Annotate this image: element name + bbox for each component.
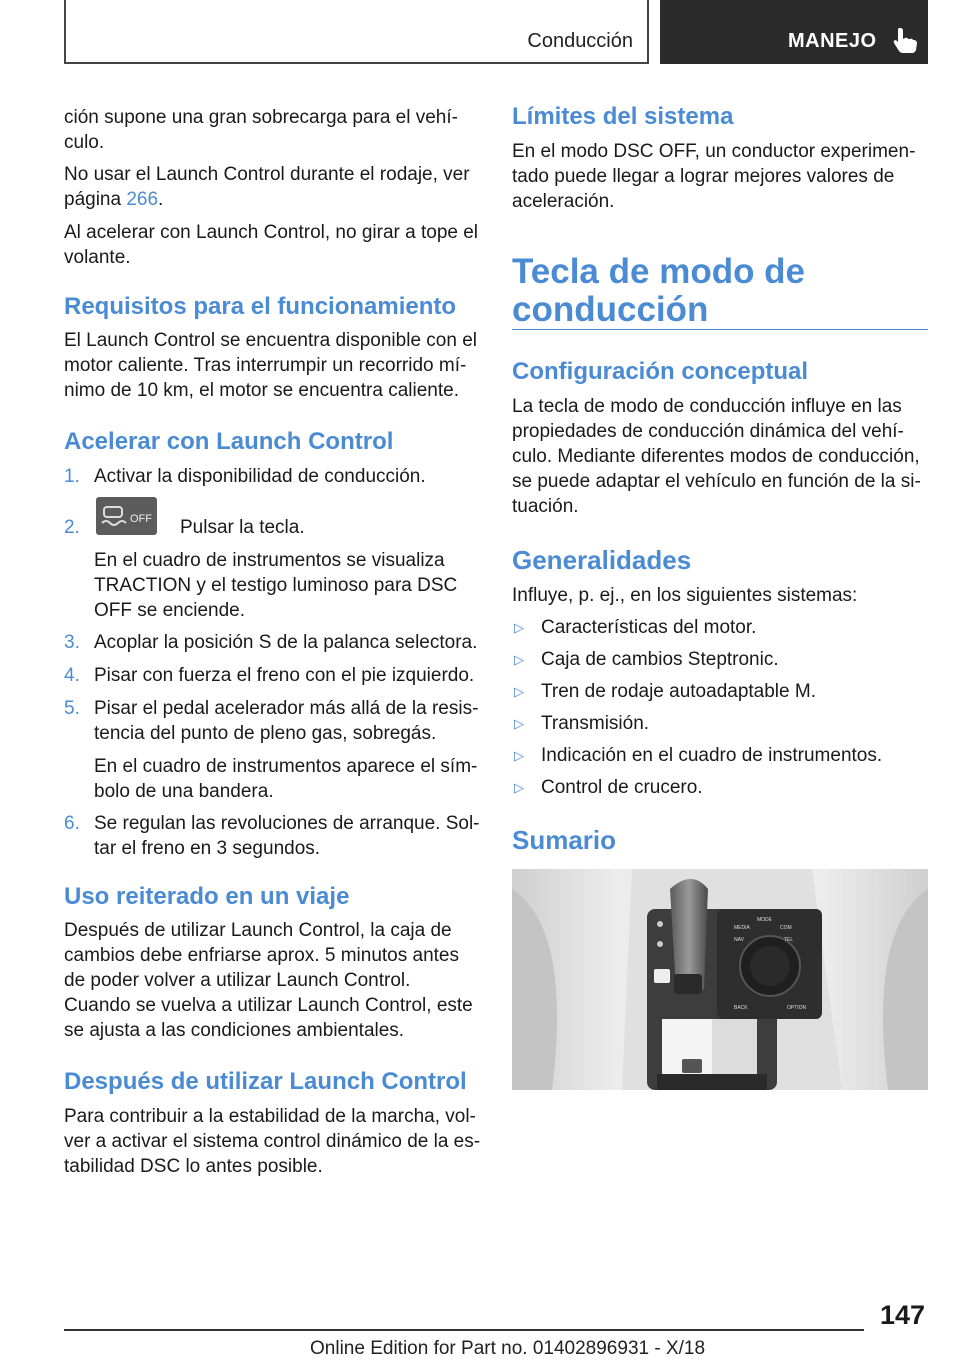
list-item: Caja de cambios Steptronic.	[541, 649, 779, 670]
paragraph-line: se ajusta a las condiciones ambientales.	[64, 1020, 405, 1041]
step-number: 6.	[64, 813, 80, 834]
heading-despues: Después de utilizar Launch Control	[64, 1068, 467, 1095]
step-text: Pulsar la tecla.	[180, 517, 305, 538]
text-span: .	[158, 189, 164, 210]
paragraph-line: La tecla de modo de conducción influye en las	[512, 396, 902, 417]
paragraph-line: ción supone una gran sobrecarga para el vehí‐	[64, 107, 458, 128]
bullet-triangle-icon: ▷	[514, 620, 524, 635]
step-text: En el cuadro de instrumentos se visualiza	[94, 550, 445, 571]
paragraph-line: propiedades de conducción dinámica del vehí‐	[512, 421, 904, 442]
step-text: Activar la disponibilidad de conducción.	[94, 466, 426, 487]
list-item: Características del motor.	[541, 617, 757, 638]
paragraph-line: culo.	[64, 132, 105, 153]
list-item: Tren de rodaje autoadaptable M.	[541, 681, 816, 702]
step-text: Pisar el pedal acelerador más allá de la resis‐	[94, 698, 479, 719]
heading-configuracion: Configuración conceptual	[512, 358, 809, 385]
heading-sumario: Sumario	[512, 825, 617, 855]
paragraph-line: de poder volver a utilizar Launch Control.	[64, 970, 411, 991]
paragraph-line: Al acelerar con Launch Control, no girar a tope el	[64, 222, 479, 243]
step-text: Acoplar la posición S de la palanca selectora.	[94, 632, 478, 653]
photo-label-tel: TEL	[784, 937, 794, 943]
paragraph-line: culo. Mediante diferentes modos de conducción,	[512, 446, 920, 467]
photo-label-media: MEDIA	[734, 925, 750, 931]
dsc-off-button-icon	[96, 497, 157, 535]
step-text: TRACTION y el testigo luminoso para DSC	[94, 575, 458, 596]
paragraph-line: aceleración.	[512, 191, 615, 212]
bullet-triangle-icon: ▷	[514, 684, 524, 699]
photo-label-option: OPTION	[787, 1005, 807, 1011]
header-section-title: Conducción	[527, 30, 633, 52]
photo-label-nav: NAV	[734, 937, 744, 943]
list-item: Indicación en el cuadro de instrumentos.	[541, 745, 883, 766]
header-chapter-box	[660, 0, 928, 64]
list-item: Control de crucero.	[541, 777, 703, 798]
step-text: bolo de una bandera.	[94, 781, 274, 802]
heading-rule	[512, 329, 928, 330]
paragraph-line: No usar el Launch Control durante el rodaje, ver	[64, 164, 470, 185]
paragraph-line: Cuando se vuelva a utilizar Launch Control, este	[64, 995, 473, 1016]
step-text: OFF se enciende.	[94, 600, 246, 621]
chapter-heading-line: Tecla de modo de	[512, 252, 806, 291]
page-number: 147	[880, 1300, 926, 1330]
paragraph-line: El Launch Control se encuentra disponible con el	[64, 330, 477, 351]
paragraph-line: En el modo DSC OFF, un conductor experimen‐	[512, 141, 916, 162]
step-text: Se regulan las revoluciones de arranque. Sol‐	[94, 813, 480, 834]
photo-label-com: COM	[780, 925, 792, 931]
paragraph-line	[64, 187, 163, 212]
header-chapter-title: MANEJO	[788, 30, 877, 52]
bullet-triangle-icon: ▷	[514, 748, 524, 763]
button-off-label: OFF	[130, 513, 152, 525]
step-number: 1.	[64, 466, 80, 487]
chapter-heading-line: conducción	[512, 290, 709, 329]
text-span: página	[64, 189, 127, 210]
center-console-photo	[512, 869, 928, 1090]
page-link[interactable]: 266	[126, 189, 159, 210]
paragraph-line: tuación.	[512, 496, 579, 517]
paragraph-line: cambios debe enfriarse aprox. 5 minutos antes	[64, 945, 459, 966]
heading-uso: Uso reiterado en un viaje	[64, 883, 350, 910]
photo-label-back: BACK	[734, 1005, 748, 1011]
heading-limites: Límites del sistema	[512, 103, 734, 130]
paragraph-line: Influye, p. ej., en los siguientes sistemas:	[512, 585, 858, 606]
step-number: 3.	[64, 632, 80, 653]
step-number: 4.	[64, 665, 80, 686]
list-item: Transmisión.	[541, 713, 650, 734]
bullet-triangle-icon: ▷	[514, 780, 524, 795]
paragraph-line: Para contribuir a la estabilidad de la marcha, vol‐	[64, 1106, 476, 1127]
header-section-box	[64, 0, 649, 64]
bullet-triangle-icon: ▷	[514, 652, 524, 667]
paragraph-line: nimo de 10 km, el motor se encuentra caliente.	[64, 380, 459, 401]
paragraph-line: volante.	[64, 247, 131, 268]
step-text: tar el freno en 3 segundos.	[94, 838, 321, 859]
hand-pointer-icon	[892, 26, 918, 54]
step-text: Pisar con fuerza el freno con el pie izquierdo.	[94, 665, 475, 686]
photo-label-mode: MODE	[757, 917, 772, 923]
step-number: 5.	[64, 698, 80, 719]
heading-generalidades: Generalidades	[512, 545, 692, 575]
heading-acelerar: Acelerar con Launch Control	[64, 428, 394, 455]
paragraph-line: Después de utilizar Launch Control, la caja de	[64, 920, 452, 941]
step-number: 2.	[64, 517, 80, 538]
paragraph-line: tabilidad DSC lo antes posible.	[64, 1156, 323, 1177]
step-text: tencia del punto de pleno gas, sobregás.	[94, 723, 437, 744]
paragraph-line: motor caliente. Tras interrumpir un recorrido mí‐	[64, 355, 467, 376]
paragraph-line: tado puede llegar a lograr mejores valores de	[512, 166, 895, 187]
footer-rule	[64, 1329, 864, 1331]
paragraph-line: ver a activar el sistema control dinámico de la es‐	[64, 1131, 481, 1152]
heading-requisitos: Requisitos para el funcionamiento	[64, 293, 457, 320]
step-text: En el cuadro de instrumentos aparece el sím‐	[94, 756, 478, 777]
bullet-triangle-icon: ▷	[514, 716, 524, 731]
footer-edition: Online Edition for Part no. 01402896931 - X/18	[310, 1338, 706, 1359]
paragraph-line: se puede adaptar el vehículo en función de la si‐	[512, 471, 921, 492]
